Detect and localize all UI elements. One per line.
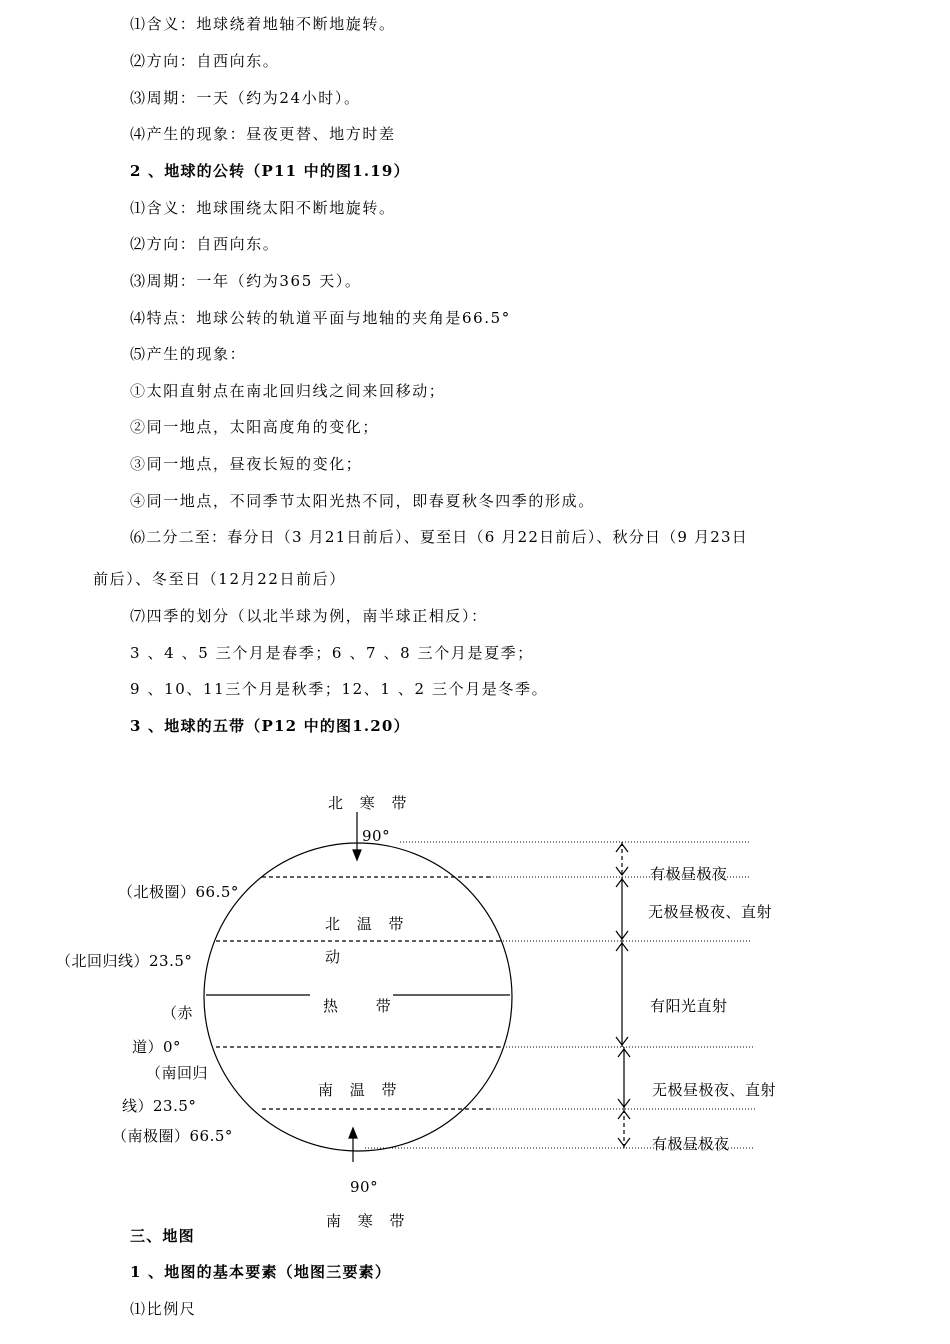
solstice-line-1: ⑹二分二至：春分日（3 月21日前后）、夏至日（6 月22日前后）、秋分日（9 月23日 — [130, 528, 748, 546]
south-polar-day-night-label: 有极昼极夜 — [652, 1135, 730, 1153]
north-90-degree-label: 90° — [362, 827, 391, 845]
south-no-polar-label: 无极昼极夜、直射 — [652, 1081, 777, 1099]
zones-heading: 3 、地球的五带（P12 中的图1.20） — [130, 717, 410, 735]
zone-range-arrows — [616, 842, 630, 1148]
map-elements-heading: 1 、地图的基本要素（地图三要素） — [130, 1263, 392, 1281]
section-three-heading: 三、地图 — [130, 1227, 195, 1245]
north-no-polar-label: 无极昼极夜、直射 — [648, 903, 773, 921]
tropic-of-capricorn-label-part-1: （南回归 — [146, 1064, 209, 1082]
arctic-circle-label: （北极圈）66.5° — [118, 883, 239, 901]
torrid-zone-label: 热 带 — [323, 997, 397, 1015]
north-temperate-zone-label: 北 温 带 — [325, 915, 410, 933]
solstice-line-2: 前后）、冬至日（12月22日前后） — [93, 570, 346, 588]
north-frigid-zone-label: 北 寒 带 — [328, 794, 413, 812]
rotation-period: ⑶周期：一天（约为24小时）。 — [130, 89, 361, 107]
revolution-period: ⑶周期：一年（约为365 天）。 — [130, 272, 362, 290]
map-scale-item: ⑴比例尺 — [130, 1300, 197, 1318]
direct-sunlight-label: 有阳光直射 — [650, 997, 728, 1015]
seasons-line-1: 3 、4 、5 三个月是春季；6 、7 、8 三个月是夏季； — [130, 644, 534, 662]
tropic-of-capricorn-label-part-2: 线）23.5° — [122, 1097, 197, 1115]
revolution-phenomena: ⑸产生的现象： — [130, 345, 247, 363]
rotation-phenomena: ⑷产生的现象：昼夜更替、地方时差 — [130, 125, 396, 143]
equator-label-part-1: （赤 — [162, 1004, 194, 1022]
north-polar-day-night-label: 有极昼极夜 — [650, 865, 728, 883]
seasons-heading: ⑺四季的划分（以北半球为例，南半球正相反）： — [130, 607, 488, 625]
revolution-heading: 2 、地球的公转（P11 中的图1.19） — [130, 162, 410, 180]
rotation-direction: ⑵方向：自西向东。 — [130, 52, 280, 70]
phenomenon-4: ④同一地点，不同季节太阳光热不同，即春夏秋冬四季的形成。 — [130, 492, 595, 510]
south-frigid-zone-label: 南 寒 带 — [326, 1212, 411, 1230]
phenomenon-2: ②同一地点，太阳高度角的变化； — [130, 418, 380, 436]
tropic-of-cancer-label: （北回归线）23.5° — [56, 952, 193, 970]
south-temperate-zone-label: 南 温 带 — [318, 1081, 403, 1099]
equator-label-part-2: 道）0° — [132, 1038, 182, 1056]
rotation-meaning: ⑴含义：地球绕着地轴不断地旋转。 — [130, 15, 396, 33]
phenomenon-3: ③同一地点，昼夜长短的变化； — [130, 455, 363, 473]
south-90-degree-label: 90° — [350, 1178, 379, 1196]
revolution-meaning: ⑴含义：地球围绕太阳不断地旋转。 — [130, 199, 396, 217]
antarctic-circle-label: （南极圈）66.5° — [112, 1127, 233, 1145]
seasons-line-2: 9 、10、11三个月是秋季；12、1 、2 三个月是冬季。 — [130, 680, 549, 698]
torrid-zone-label-part-1: 动 — [325, 948, 341, 966]
revolution-feature: ⑷特点：地球公转的轨道平面与地轴的夹角是66.5° — [130, 309, 511, 327]
phenomenon-1: ①太阳直射点在南北回归线之间来回移动； — [130, 382, 446, 400]
revolution-direction: ⑵方向：自西向东。 — [130, 235, 280, 253]
